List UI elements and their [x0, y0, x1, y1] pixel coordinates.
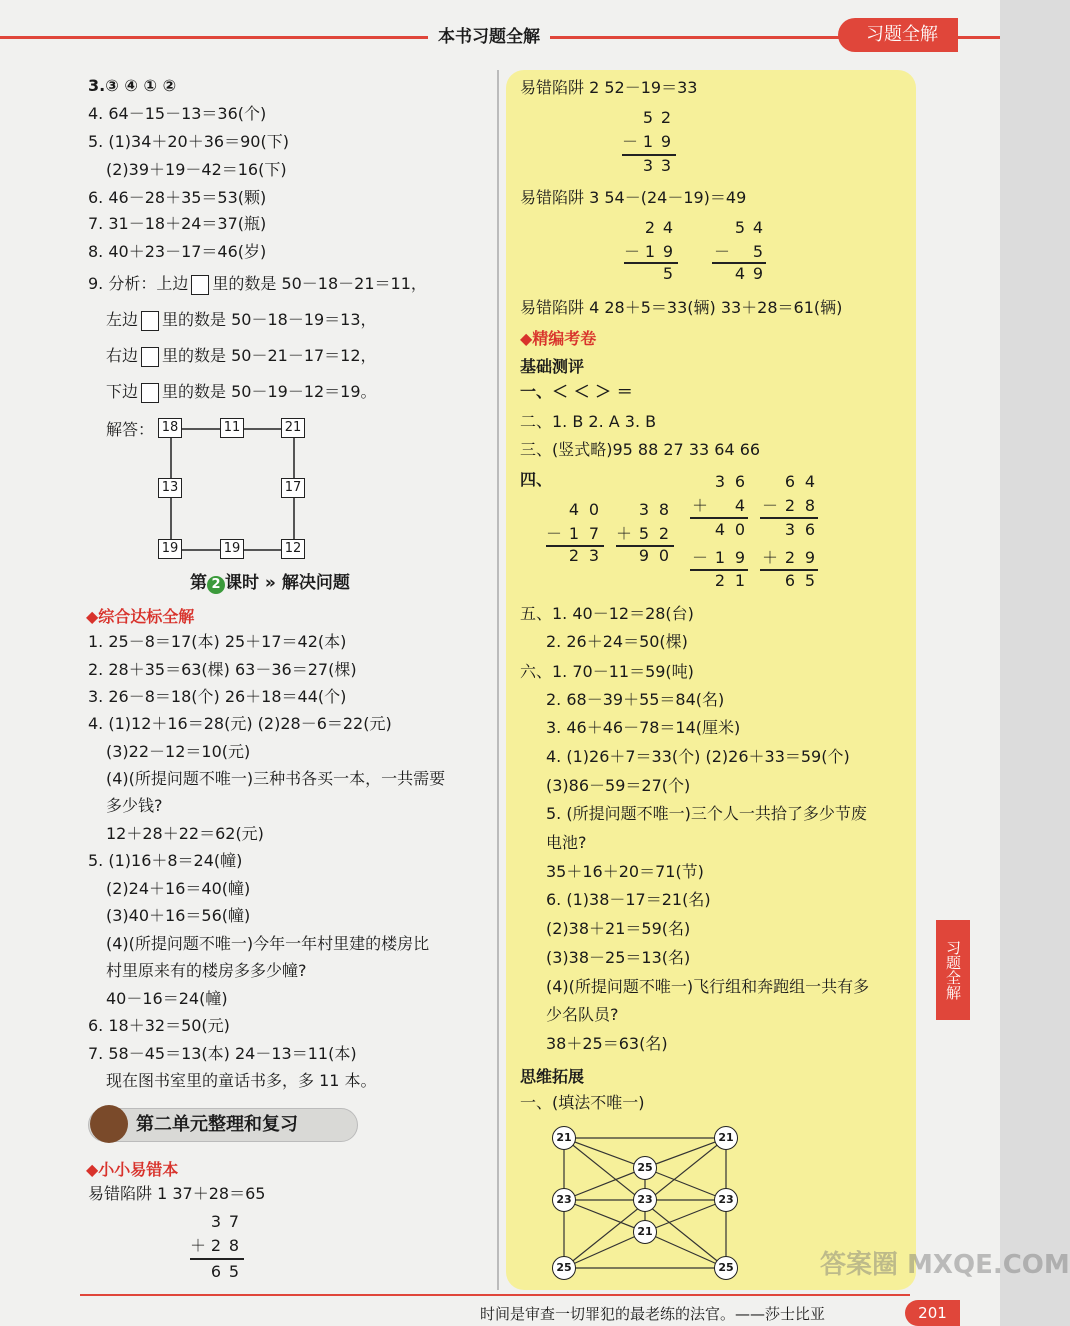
r6f: 5. (所提问题不唯一)三个人一共拾了多少节废: [546, 804, 867, 823]
r6d: 4. (1)26＋7＝33(个) (2)26＋33＝59(个): [546, 747, 850, 766]
section-title: ◆小小易错本: [86, 1160, 179, 1179]
r2: 二、1. B 2. A 3. B: [520, 412, 657, 431]
q9d: 下边 里的数是 50－19－12＝19。: [106, 382, 377, 401]
r6g: 电池?: [546, 833, 587, 852]
digit: 8: [658, 500, 670, 519]
l4e: 12＋28＋22＝62(元): [106, 824, 264, 843]
digit: 9: [804, 548, 816, 567]
node: 25: [552, 1256, 576, 1280]
digit: 1: [714, 548, 726, 567]
operator: ＋: [762, 548, 779, 567]
digit: 4: [662, 218, 674, 237]
digit: 9: [734, 548, 746, 567]
l6: 6. 18＋32＝50(元): [88, 1016, 230, 1035]
digit: 1: [734, 571, 746, 590]
digit: 5: [752, 242, 764, 261]
grid-cell: 17: [281, 478, 305, 498]
digit: 4: [734, 496, 746, 515]
r5a: 五、1. 40－12＝28(台): [520, 604, 694, 623]
r6j: (2)38＋21＝59(名): [546, 919, 691, 938]
digit: 6: [734, 472, 746, 491]
grid-cell: 19: [158, 539, 182, 559]
digit: 2: [644, 218, 656, 237]
r6c: 3. 46＋46－78＝14(厘米): [546, 718, 741, 737]
footer-rule: [80, 1294, 910, 1296]
digit: 3: [638, 500, 650, 519]
watermark: 答案圈 MXQE.COM: [820, 1250, 1070, 1280]
digit: 5: [804, 571, 816, 590]
section-title: ◆综合达标全解: [86, 607, 195, 626]
digit: 2: [660, 108, 672, 127]
l4a: 4. (1)12＋16＝28(元) (2)28－6＝22(元): [88, 714, 392, 733]
trap1: 易错陷阱 1 37＋28＝65: [88, 1184, 266, 1203]
digit: 3: [714, 472, 726, 491]
node: 25: [714, 1256, 738, 1280]
digit: 5: [662, 264, 674, 283]
digit: 5: [642, 108, 654, 127]
l4d: 多少钱?: [106, 796, 163, 815]
l7b: 现在图书室里的童话书多，多 11 本。: [106, 1071, 377, 1090]
header-title: 本书习题全解: [428, 24, 550, 50]
r4: 四、: [520, 470, 553, 489]
q9b: 左边 里的数是 50－18－19＝13，: [106, 310, 377, 329]
digit: 9: [638, 546, 650, 565]
q5b: (2)39＋19－42＝16(下): [106, 160, 287, 179]
digit: 1: [642, 132, 654, 151]
column-divider: [497, 70, 499, 1290]
operator: －: [762, 496, 779, 515]
q7: 7. 31－18＋24＝37(瓶): [88, 214, 267, 233]
digit: 8: [228, 1236, 240, 1255]
l5a: 5. (1)16＋8＝24(幢): [88, 851, 243, 870]
q4: 4. 64－15－13＝36(个): [88, 104, 267, 123]
digit: 1: [644, 242, 656, 261]
digit: 1: [568, 524, 580, 543]
operator: －: [692, 548, 709, 567]
l4c: (4)(所提问题不唯一)三种书各买一本，一共需要: [106, 769, 446, 788]
operator: ＋: [692, 496, 709, 515]
calc-line: [760, 517, 818, 519]
operator: －: [546, 524, 563, 543]
digit: 4: [752, 218, 764, 237]
q9c: 右边 里的数是 50－21－17＝12，: [106, 346, 377, 365]
q3: 3.③ ④ ① ②: [88, 76, 177, 95]
l5e: 村里原来有的楼房多多少幢?: [106, 961, 307, 980]
digit: 2: [658, 524, 670, 543]
l2: 2. 28＋35＝63(棵) 63－36＝27(棵): [88, 660, 357, 679]
digit: 0: [588, 500, 600, 519]
section-title: ◆精编考卷: [520, 329, 597, 348]
unit-banner-title: 第二单元整理和复习: [136, 1114, 298, 1135]
trap3: 易错陷阱 3 54－(24－19)＝49: [520, 188, 747, 207]
blank-box: [141, 311, 159, 331]
r5b: 2. 26＋24＝50(棵): [546, 632, 688, 651]
blank-box: [191, 275, 209, 295]
digit: 7: [228, 1212, 240, 1231]
node: 21: [633, 1220, 657, 1244]
blank-box: [141, 347, 159, 367]
q8: 8. 40＋23－17＝46(岁): [88, 242, 267, 261]
footer-quote: 时间是审查一切罪犯的最老练的法官。——莎士比亚: [480, 1305, 826, 1323]
node: 23: [552, 1188, 576, 1212]
digit: 9: [660, 132, 672, 151]
calc-line: [190, 1258, 244, 1260]
node: 25: [633, 1156, 657, 1180]
digit: 3: [210, 1212, 222, 1231]
r6i: 6. (1)38－17＝21(名): [546, 890, 711, 909]
digit: 9: [752, 264, 764, 283]
digit: 9: [662, 242, 674, 261]
operator: ＋: [190, 1236, 207, 1255]
lesson-title: 第 2 课时 » 解决问题: [190, 573, 350, 593]
operator: －: [622, 132, 639, 151]
l7a: 7. 58－45＝13(本) 24－13＝11(本): [88, 1044, 357, 1063]
digit: 4: [568, 500, 580, 519]
grid-cell: 13: [158, 478, 182, 498]
node: 21: [552, 1126, 576, 1150]
digit: 3: [588, 546, 600, 565]
r6n: 38＋25＝63(名): [546, 1034, 668, 1053]
l5d: (4)(所提问题不唯一)今年一年村里建的楼房比: [106, 934, 430, 953]
digit: 5: [638, 524, 650, 543]
q6: 6. 46－28＋35＝53(颗): [88, 188, 267, 207]
node: 21: [714, 1126, 738, 1150]
t1: 一、(填法不唯一): [520, 1093, 645, 1112]
digit: 8: [804, 496, 816, 515]
digit: 2: [784, 496, 796, 515]
l4b: (3)22－12＝10(元): [106, 742, 251, 761]
digit: 2: [210, 1236, 222, 1255]
grid-cell: 21: [281, 418, 305, 438]
digit: 4: [734, 264, 746, 283]
grid-cell: 18: [158, 418, 182, 438]
l5f: 40－16＝24(幢): [106, 989, 228, 1008]
node: 23: [633, 1188, 657, 1212]
operator: －: [714, 242, 731, 261]
r6h: 35＋16＋20＝71(节): [546, 862, 704, 881]
r6a: 六、1. 70－11＝59(吨): [520, 662, 694, 681]
r6k: (3)38－25＝13(名): [546, 948, 691, 967]
blank-box: [141, 383, 159, 403]
digit: 7: [588, 524, 600, 543]
subsection-title: 思维拓展: [520, 1067, 585, 1086]
page-number: 201: [905, 1300, 960, 1326]
digit: 5: [734, 218, 746, 237]
digit: 5: [228, 1262, 240, 1281]
header-tab[interactable]: 习题全解: [838, 18, 958, 52]
digit: 6: [784, 571, 796, 590]
operator: ＋: [616, 524, 633, 543]
l3: 3. 26－8＝18(个) 26＋18＝44(个): [88, 687, 347, 706]
mascot-icon: [90, 1105, 128, 1143]
l5c: (3)40＋16＝56(幢): [106, 906, 251, 925]
r6b: 2. 68－39＋55＝84(名): [546, 690, 725, 709]
digit: 6: [784, 472, 796, 491]
subsection-title: 基础测评: [520, 357, 585, 376]
r6m: 少名队员?: [546, 1005, 619, 1024]
trap2: 易错陷阱 2 52－19＝33: [520, 78, 698, 97]
r1: 一、＜ ＜ ＞ ＝: [520, 382, 633, 401]
q5a: 5. (1)34＋20＋36＝90(下): [88, 132, 289, 151]
digit: 3: [660, 156, 672, 175]
digit: 4: [804, 472, 816, 491]
grid-cell: 19: [220, 539, 244, 559]
side-tab[interactable]: 习题全解: [936, 920, 970, 1020]
digit: 3: [784, 520, 796, 539]
digit: 3: [642, 156, 654, 175]
l1: 1. 25－8＝17(本) 25＋17＝42(本): [88, 632, 347, 651]
calc-line: [690, 517, 748, 519]
l5b: (2)24＋16＝40(幢): [106, 879, 251, 898]
digit: 0: [734, 520, 746, 539]
r6l: (4)(所提问题不唯一)飞行组和奔跑组一共有多: [546, 977, 870, 996]
digit: 2: [568, 546, 580, 565]
digit: 6: [804, 520, 816, 539]
grid-cell: 12: [281, 539, 305, 559]
q9a: 9. 分析：上边 里的数是 50－18－21＝11，: [88, 274, 427, 293]
digit: 2: [784, 548, 796, 567]
digit: 0: [658, 546, 670, 565]
r3: 三、(竖式略)95 88 27 33 64 66: [520, 440, 761, 459]
digit: 6: [210, 1262, 222, 1281]
r6e: (3)86－59＝27(个): [546, 776, 691, 795]
operator: －: [624, 242, 641, 261]
digit: 2: [714, 571, 726, 590]
digit: 4: [714, 520, 726, 539]
trap4: 易错陷阱 4 28＋5＝33(辆) 33＋28＝61(辆): [520, 298, 843, 317]
node: 23: [714, 1188, 738, 1212]
grid-cell: 11: [220, 418, 244, 438]
answer-label: 解答：: [106, 420, 155, 439]
